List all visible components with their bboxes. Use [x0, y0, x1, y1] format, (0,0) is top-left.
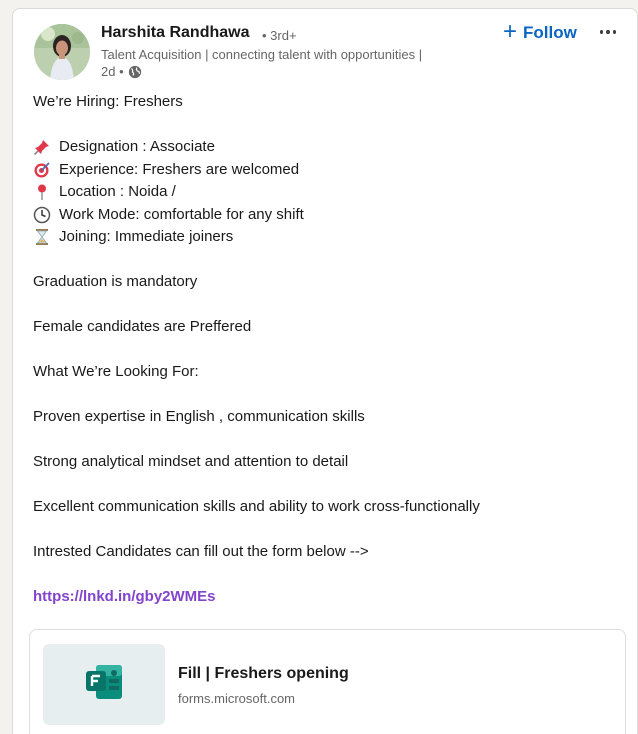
form-link[interactable]: https://lnkd.in/gby2WMEs: [33, 588, 216, 605]
detail-text: Designation : Associate: [59, 138, 215, 155]
preview-thumbnail: [43, 644, 165, 725]
avatar[interactable]: [34, 24, 90, 80]
detail-work-mode: [33, 204, 623, 227]
author-headline: Talent Acquisition | connecting talent with opportunities |: [101, 47, 423, 62]
globe-icon: [128, 65, 142, 79]
blank-line: [33, 339, 623, 362]
avatar-photo: [34, 24, 90, 80]
blank-line: [33, 429, 623, 452]
requirement-text: Proven expertise in English , communication skills: [33, 408, 365, 425]
detail-location: [33, 181, 623, 204]
ellipsis-dot: [613, 30, 617, 34]
post-time: 2d •: [101, 64, 124, 79]
plus-icon: +: [503, 18, 518, 45]
detail-text: Location : Noida /: [59, 183, 176, 200]
blank-line: [33, 249, 623, 272]
blank-line: [33, 294, 623, 317]
link-preview-card[interactable]: [29, 629, 626, 734]
form-link-row: [33, 586, 623, 609]
detail-text: Experience: Freshers are welcomed: [59, 160, 300, 178]
connection-degree: • 3rd+: [262, 28, 297, 43]
blank-line: [33, 519, 623, 542]
post-card: [12, 8, 638, 734]
blank-line: [33, 564, 623, 587]
detail-experience: [33, 159, 623, 182]
more-options-button[interactable]: [595, 19, 621, 45]
preference-text: Female candidates are Preffered: [33, 318, 252, 335]
detail-text: Work Mode: comfortable for any shift: [59, 205, 304, 223]
blank-line: [33, 114, 623, 137]
author-name[interactable]: Harshita Randhawa: [101, 24, 250, 41]
detail-joining: [33, 226, 623, 249]
ellipsis-dot: [606, 30, 610, 34]
pushpin-icon: [33, 138, 51, 156]
preview-domain: forms.microsoft.com: [178, 691, 296, 706]
ellipsis-dot: [600, 30, 604, 34]
post-meta: [101, 64, 142, 79]
blank-line: [33, 474, 623, 497]
graduation-text: Graduation is mandatory: [33, 273, 198, 290]
cta-text: Intrested Candidates can fill out the form below -->: [33, 543, 369, 560]
preview-title: Fill | Freshers opening: [178, 665, 349, 682]
follow-label: Follow: [523, 23, 577, 42]
looking-for-heading: What We’re Looking For:: [33, 363, 199, 380]
post-heading: We’re Hiring: Freshers: [33, 93, 183, 110]
post-body: [33, 91, 623, 609]
microsoft-forms-icon: [84, 663, 124, 706]
target-icon: [33, 161, 51, 179]
blank-line: [33, 384, 623, 407]
requirement-text: Strong analytical mindset and attention to detail: [33, 453, 349, 470]
detail-designation: [33, 136, 623, 159]
hourglass-icon: [33, 228, 51, 246]
location-pin-icon: [33, 183, 51, 201]
detail-text: Joining: Immediate joiners: [59, 228, 234, 245]
follow-button[interactable]: [499, 19, 581, 47]
requirement-text: Excellent communication skills and ability to work cross-functionally: [33, 498, 480, 515]
clock-icon: [33, 206, 51, 224]
